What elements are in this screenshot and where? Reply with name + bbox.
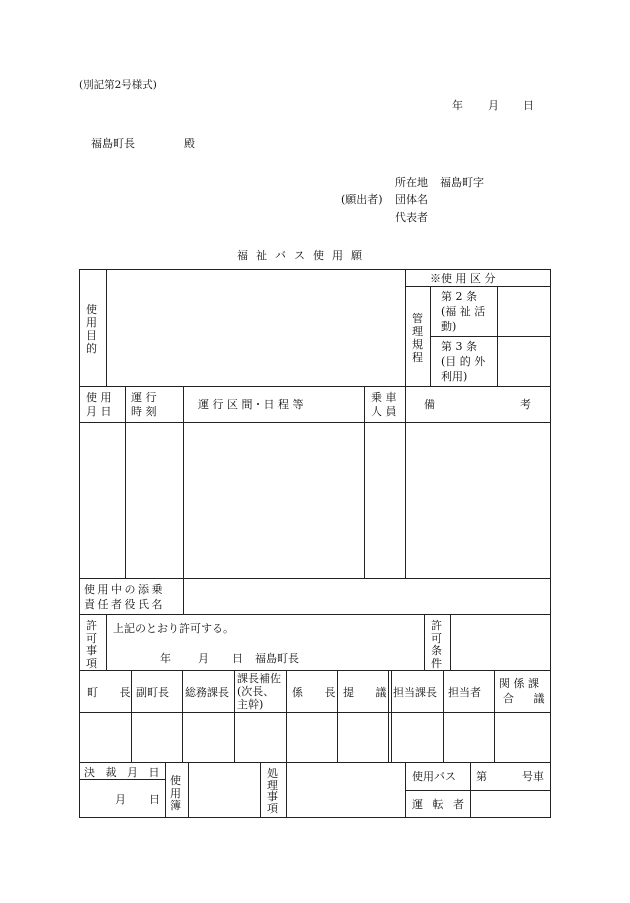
article3-line2: (目 的 外 (441, 355, 486, 368)
remarks-header-1: 備 (424, 398, 435, 411)
purpose-label: 使用目的 (86, 303, 97, 355)
applicant-label: (願出者) (341, 193, 383, 206)
approval-proposer: 提 議 (343, 686, 396, 699)
permit-month: 月 (198, 652, 209, 665)
riders-header-1: 乗 車 (371, 391, 397, 404)
use-date-header-2: 月 日 (86, 405, 112, 418)
approval-mayor: 町 長 (87, 686, 140, 699)
approval-related-2: 合 議 (503, 692, 553, 705)
representative-label: 代表者 (395, 211, 428, 224)
article2-line2: (福 祉 活 (441, 305, 486, 318)
addressee: 福島町長 (91, 137, 135, 150)
approval-assistant-2: (次長、 (237, 685, 275, 698)
decision-day: 日 (149, 793, 160, 806)
management-rules-label: 管理規程 (412, 312, 423, 364)
date-month-label: 月 (488, 99, 499, 112)
bus-number-prefix: 第 (476, 770, 487, 783)
stamp-deputy[interactable] (132, 713, 182, 762)
processing-label: 処理事項 (267, 767, 278, 815)
driver-name-field[interactable] (471, 791, 550, 817)
driver-label: 運 転 者 (412, 798, 467, 811)
permit-signer: 福島町長 (255, 652, 299, 665)
stamp-mayor[interactable] (80, 713, 131, 762)
stamp-proposer[interactable] (338, 713, 388, 762)
approval-staff: 担当者 (448, 686, 481, 699)
article3-line3: 利用) (441, 370, 468, 383)
decision-date-label: 決 裁 月 日 (84, 766, 163, 779)
date-year-label: 年 (452, 99, 463, 112)
stamp-staff[interactable] (444, 713, 494, 762)
responsible-label-2: 責任者役氏名 (84, 598, 165, 611)
approval-general-affairs: 総務課長 (185, 686, 229, 699)
article2-line1: 第 2 条 (441, 290, 477, 303)
route-cell[interactable] (184, 423, 364, 578)
address-label: 所在地 (395, 176, 428, 189)
op-time-cell[interactable] (126, 423, 183, 578)
stamp-general-affairs[interactable] (183, 713, 234, 762)
permit-year: 年 (160, 652, 171, 665)
usage-category-header: ※使 用 区 分 (430, 272, 496, 285)
permit-label: 許可事項 (86, 619, 97, 670)
decision-month: 月 (115, 793, 126, 806)
approval-deputy-mayor: 副町長 (136, 686, 169, 699)
use-date-header-1: 使 用 (86, 391, 112, 404)
approval-assistant-1: 課長補佐 (237, 672, 281, 685)
honorific: 殿 (184, 137, 195, 150)
riders-cell[interactable] (365, 423, 405, 578)
article2-line3: 動) (441, 320, 457, 333)
route-header: 運 行 区 間・日 程 等 (198, 398, 304, 411)
remarks-header-2: 考 (520, 398, 531, 411)
permit-day: 日 (232, 652, 243, 665)
op-time-header-1: 運 行 (131, 391, 157, 404)
stamp-dept-chief[interactable] (392, 713, 443, 762)
article3-line1: 第 3 条 (441, 340, 477, 353)
op-time-header-2: 時 刻 (131, 405, 157, 418)
form-number: (別記第2号様式) (79, 79, 157, 91)
form-title: 福祉バス使用願 (237, 249, 370, 262)
stamp-chief[interactable] (287, 713, 337, 762)
permit-conditions-label: 許可条件 (431, 619, 442, 670)
approval-related-1: 関 係 課 (499, 677, 539, 690)
ledger-label: 使用簿 (170, 774, 181, 812)
permit-text: 上記のとおり許可する。 (113, 622, 234, 635)
approval-assistant-3: 主幹) (237, 698, 264, 711)
bus-number-suffix: 号車 (522, 770, 544, 783)
stamp-assistant[interactable] (235, 713, 286, 762)
approval-dept-chief: 担当課長 (393, 686, 437, 699)
responsible-name-field[interactable] (184, 579, 550, 614)
use-date-cell[interactable] (80, 423, 125, 578)
bus-label: 使用バス (412, 770, 456, 783)
riders-header-2: 人 員 (371, 405, 397, 418)
stamp-related[interactable] (495, 713, 550, 762)
responsible-label-1: 使用中の添乗 (84, 583, 165, 596)
approval-chief: 係 長 (292, 686, 345, 699)
remarks-cell[interactable] (406, 423, 550, 578)
address-value: 福島町字 (440, 176, 484, 189)
group-name-label: 団体名 (395, 193, 428, 206)
date-day-label: 日 (523, 99, 534, 112)
